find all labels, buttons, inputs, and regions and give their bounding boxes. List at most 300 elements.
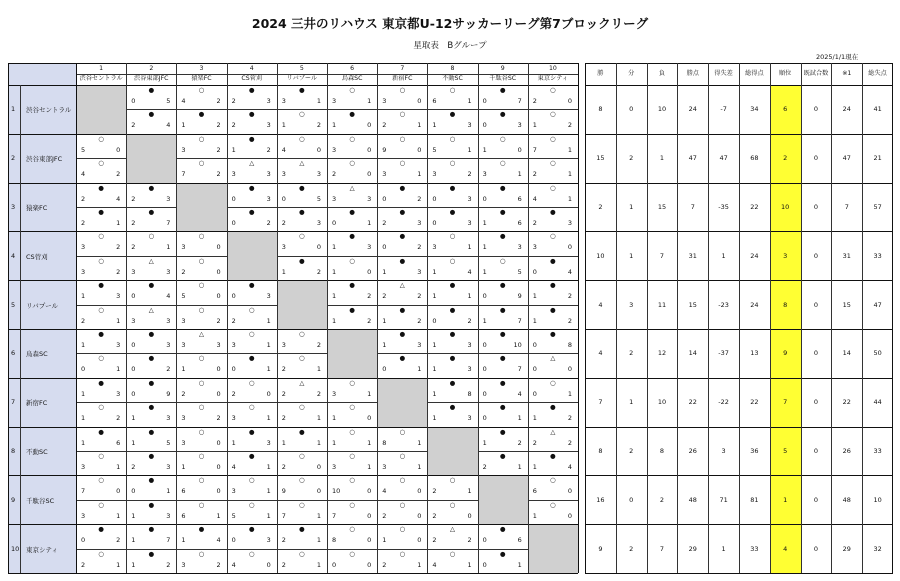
result-mark: ○: [148, 232, 155, 241]
result-mark: ○: [399, 549, 406, 558]
score-for: 3: [432, 243, 437, 252]
result-mark: ○: [449, 256, 456, 265]
stat-value: 0: [629, 495, 634, 504]
score-for: 2: [532, 97, 537, 105]
score-against: 0: [116, 487, 121, 496]
team-index: 1: [11, 105, 16, 114]
score-against: 2: [367, 292, 372, 301]
result-mark: ○: [98, 452, 104, 460]
result-mark: ●: [248, 183, 255, 192]
result-mark: ○: [98, 256, 104, 265]
result-mark: ○: [299, 452, 305, 460]
match-half-divider: [478, 451, 528, 452]
result-mark: ○: [550, 476, 556, 485]
standings-table: [8, 63, 893, 573]
result-mark: ○: [98, 305, 104, 314]
result-mark: ○: [399, 86, 406, 94]
stat-value: 2: [598, 203, 603, 211]
score-for: 1: [432, 365, 437, 374]
stat-col-divider: [585, 63, 586, 573]
score-for: 4: [181, 97, 186, 105]
score-against: 2: [316, 267, 321, 276]
score-for: 6: [532, 487, 537, 496]
result-mark: ●: [148, 500, 155, 509]
score-for: 3: [181, 243, 186, 252]
diagonal-self-cell: [479, 476, 528, 524]
result-mark: ○: [399, 159, 406, 168]
match-half-divider: [277, 207, 327, 208]
score-for: 3: [231, 341, 236, 349]
result-mark: ○: [550, 110, 556, 119]
stat-value: 7: [783, 398, 788, 407]
score-against: 3: [467, 219, 472, 227]
team-name: 渋谷セントラル: [26, 106, 72, 115]
result-mark: ●: [299, 183, 305, 192]
col-number: 7: [400, 65, 405, 72]
result-mark: ●: [399, 183, 406, 192]
score-against: 2: [567, 121, 572, 130]
score-against: 3: [367, 243, 372, 252]
result-mark: ○: [198, 134, 205, 143]
match-col-divider: [176, 63, 177, 573]
match-half-divider: [528, 353, 578, 354]
result-mark: ●: [550, 281, 556, 290]
score-for: 1: [432, 267, 437, 276]
match-col-divider: [528, 63, 529, 573]
result-mark: ○: [98, 134, 104, 143]
diagonal-self-cell: [77, 86, 126, 134]
result-mark: ●: [148, 549, 155, 558]
score-against: 1: [567, 194, 572, 203]
result-mark: ●: [98, 183, 104, 192]
result-mark: ○: [299, 476, 305, 485]
stat-value: 0: [813, 544, 819, 553]
result-mark: ○: [499, 134, 506, 143]
score-for: 0: [231, 194, 236, 203]
score-against: 0: [216, 438, 221, 447]
score-for: 1: [332, 267, 337, 276]
stat-header: 勝点: [686, 70, 699, 77]
score-against: 2: [166, 560, 171, 569]
score-against: 3: [166, 414, 171, 423]
col-team-name: 新宿FC: [392, 75, 413, 82]
result-mark: ●: [499, 110, 506, 119]
result-mark: ●: [499, 183, 506, 192]
stat-value: 2: [629, 544, 634, 553]
stat-value: 7: [598, 398, 603, 407]
col-number: 2: [149, 65, 154, 72]
result-mark: ○: [98, 403, 104, 412]
result-mark: ○: [248, 403, 255, 412]
match-half-divider: [176, 402, 226, 403]
score-for: 0: [81, 536, 86, 545]
stat-value: 2: [783, 154, 788, 163]
score-for: 3: [181, 414, 186, 423]
stat-value: 8: [598, 447, 603, 455]
score-against: 4: [517, 389, 522, 398]
score-for: 2: [382, 292, 387, 301]
score-for: 4: [532, 194, 537, 203]
stat-value: 11: [657, 300, 667, 309]
score-against: 1: [367, 219, 372, 227]
result-mark: ●: [499, 378, 506, 387]
match-half-divider: [277, 549, 327, 550]
team-name: CS菅刈: [26, 252, 48, 261]
match-half-divider: [227, 305, 277, 306]
result-mark: ○: [248, 330, 255, 338]
match-half-divider: [227, 353, 277, 354]
stat-value: 1: [721, 251, 726, 260]
score-against: 3: [467, 414, 472, 423]
result-mark: ●: [299, 427, 305, 436]
result-mark: ●: [248, 354, 255, 363]
stat-value: 5: [783, 447, 788, 455]
score-against: 0: [216, 243, 221, 252]
score-for: 2: [131, 463, 136, 471]
score-against: 7: [166, 219, 171, 227]
score-for: 1: [131, 511, 136, 520]
score-for: 0: [482, 194, 487, 203]
score-for: 0: [231, 219, 236, 227]
match-half-divider: [377, 158, 427, 159]
score-against: 3: [216, 341, 221, 349]
score-against: 3: [567, 219, 572, 227]
match-half-divider: [176, 549, 226, 550]
team-name: 新宿FC: [26, 399, 48, 408]
score-against: 1: [467, 243, 472, 252]
score-against: 1: [367, 463, 372, 471]
stat-value: 10: [781, 203, 790, 211]
match-half-divider: [76, 500, 126, 501]
stat-value: 8: [783, 300, 788, 309]
result-mark: ○: [399, 525, 406, 534]
stat-value: 33: [750, 544, 759, 553]
score-for: 1: [532, 121, 537, 130]
score-for: 2: [281, 389, 286, 398]
result-mark: ○: [98, 500, 104, 509]
result-mark: ●: [449, 330, 456, 338]
score-for: 0: [482, 389, 487, 398]
score-for: 0: [482, 414, 487, 423]
score-against: 1: [316, 511, 321, 520]
result-mark: ●: [148, 330, 155, 338]
score-against: 0: [216, 365, 221, 374]
result-mark: ○: [98, 232, 104, 241]
row-divider: [8, 134, 578, 135]
match-half-divider: [76, 256, 126, 257]
result-mark: ○: [248, 305, 255, 314]
result-mark: ●: [550, 256, 556, 265]
score-against: 1: [517, 170, 522, 179]
stat-value: 22: [750, 398, 759, 407]
score-for: 1: [482, 145, 487, 154]
index-divider: [20, 85, 21, 573]
score-for: 1: [181, 121, 186, 130]
score-for: 2: [131, 219, 136, 227]
diagonal-self-cell: [328, 330, 377, 378]
score-for: 2: [432, 487, 437, 496]
result-mark: △: [299, 159, 305, 168]
score-against: 2: [216, 170, 221, 179]
result-mark: ●: [98, 378, 104, 387]
score-for: 1: [81, 414, 86, 423]
score-against: 0: [417, 487, 422, 496]
score-against: 3: [266, 536, 271, 545]
score-for: 6: [432, 97, 437, 105]
stat-value: -37: [718, 349, 729, 358]
score-for: 2: [231, 389, 236, 398]
result-mark: ●: [148, 281, 155, 290]
table-top-border: [8, 63, 578, 64]
score-against: 0: [417, 97, 422, 105]
score-against: 7: [517, 316, 522, 325]
score-for: 0: [432, 316, 437, 325]
score-for: 7: [532, 145, 537, 154]
score-against: 0: [266, 389, 271, 398]
result-mark: ●: [449, 305, 456, 314]
result-mark: ●: [399, 232, 406, 241]
match-half-divider: [427, 353, 477, 354]
row-divider: [8, 85, 578, 86]
match-half-divider: [227, 207, 277, 208]
score-for: 8: [332, 536, 337, 545]
match-half-divider: [176, 353, 226, 354]
result-mark: ○: [399, 500, 406, 509]
score-against: 3: [316, 219, 321, 227]
score-for: 3: [281, 97, 286, 105]
score-for: 2: [81, 560, 86, 569]
result-mark: ○: [198, 159, 205, 168]
match-half-divider: [327, 402, 377, 403]
score-against: 3: [417, 219, 422, 227]
score-for: 2: [382, 560, 387, 569]
result-mark: ●: [148, 86, 155, 94]
match-half-divider: [126, 402, 176, 403]
score-for: 1: [181, 365, 186, 374]
result-mark: ●: [499, 403, 506, 412]
stat-value: 4: [783, 544, 788, 553]
col-number: 1: [99, 65, 104, 72]
result-mark: ○: [98, 549, 104, 558]
score-for: 1: [382, 536, 387, 545]
match-half-divider: [427, 207, 477, 208]
score-against: 0: [417, 145, 422, 154]
score-for: 0: [432, 194, 437, 203]
match-half-divider: [277, 109, 327, 110]
score-for: 0: [131, 97, 136, 105]
score-against: 1: [266, 463, 271, 471]
score-for: 0: [482, 97, 487, 105]
score-against: 3: [166, 511, 171, 520]
stat-value: 14: [842, 349, 851, 358]
score-for: 0: [332, 560, 337, 569]
team-index: 5: [11, 300, 16, 309]
result-mark: ○: [349, 452, 355, 460]
stat-value: 1: [629, 398, 634, 407]
result-mark: ○: [198, 354, 205, 363]
stat-bottom-border: [585, 573, 893, 574]
score-against: 0: [216, 487, 221, 496]
row-divider: [8, 524, 578, 525]
result-mark: ●: [499, 354, 506, 363]
stat-value: 26: [688, 447, 697, 455]
stat-value: 29: [688, 544, 697, 553]
score-for: 0: [131, 341, 136, 349]
score-for: 6: [181, 487, 186, 496]
diagonal-self-cell: [278, 281, 327, 329]
result-mark: ○: [399, 476, 406, 485]
score-for: 1: [532, 316, 537, 325]
result-mark: ○: [248, 549, 255, 558]
result-mark: ○: [550, 378, 556, 387]
result-mark: ●: [499, 86, 506, 94]
score-for: 2: [281, 536, 286, 545]
score-against: 3: [166, 267, 171, 276]
score-against: 7: [517, 97, 522, 105]
score-against: 1: [316, 536, 321, 545]
result-mark: ○: [349, 403, 355, 412]
match-half-divider: [327, 256, 377, 257]
score-against: 2: [216, 414, 221, 423]
score-for: 3: [332, 389, 337, 398]
score-against: 0: [567, 243, 572, 252]
result-mark: ○: [550, 183, 556, 192]
result-mark: ○: [550, 86, 556, 94]
score-against: 4: [116, 194, 121, 203]
score-for: 1: [281, 438, 286, 447]
result-mark: ○: [399, 110, 406, 119]
name-divider: [76, 63, 77, 573]
stat-value: 48: [688, 495, 697, 504]
match-half-divider: [176, 500, 226, 501]
score-against: 0: [567, 97, 572, 105]
result-mark: △: [349, 183, 355, 192]
result-mark: ○: [399, 134, 406, 143]
match-half-divider: [327, 451, 377, 452]
stat-header: 得失差: [714, 70, 733, 77]
score-against: 1: [417, 170, 422, 179]
score-for: 2: [382, 121, 387, 130]
stat-value: 3: [721, 447, 726, 455]
score-against: 1: [116, 219, 121, 227]
col-team-name: 千駄谷SC: [489, 75, 517, 82]
result-mark: ●: [299, 256, 305, 265]
stat-value: 16: [596, 495, 605, 504]
stat-value: 10: [657, 398, 667, 407]
score-against: 1: [166, 487, 171, 496]
score-for: 7: [332, 511, 337, 520]
score-for: 1: [482, 243, 487, 252]
match-half-divider: [478, 207, 528, 208]
match-half-divider: [327, 305, 377, 306]
page-title: 2024 三井のリハウス 東京都U-12サッカーリーグ第7ブロックリーグ: [251, 16, 649, 31]
score-for: 0: [382, 365, 387, 374]
team-name: 猿楽FC: [26, 204, 48, 212]
row-divider: [8, 231, 578, 232]
match-col-divider: [478, 63, 479, 573]
team-index: 8: [11, 447, 16, 455]
score-against: 1: [367, 438, 372, 447]
result-mark: ○: [299, 549, 305, 558]
score-against: 0: [316, 463, 321, 471]
result-mark: ○: [198, 281, 205, 290]
result-mark: ●: [449, 281, 456, 290]
score-against: 1: [517, 560, 522, 569]
result-mark: ●: [148, 452, 155, 460]
score-for: 3: [532, 243, 537, 252]
stat-value: 1: [721, 544, 726, 553]
stat-value: 24: [750, 300, 759, 309]
score-for: 7: [181, 170, 186, 179]
result-mark: ●: [148, 378, 155, 387]
score-against: 0: [367, 487, 372, 496]
match-half-divider: [277, 451, 327, 452]
score-against: 1: [467, 145, 472, 154]
result-mark: ●: [148, 525, 155, 534]
diagonal-self-cell: [529, 525, 578, 573]
score-against: 3: [166, 463, 171, 471]
score-for: 2: [432, 511, 437, 520]
score-for: 2: [382, 219, 387, 227]
score-for: 2: [181, 267, 186, 276]
score-for: 2: [81, 219, 86, 227]
score-against: 1: [116, 316, 121, 325]
stat-header: 勝: [597, 70, 604, 77]
result-mark: ○: [550, 134, 556, 143]
stat-value: 4: [598, 349, 603, 358]
score-for: 1: [281, 267, 286, 276]
result-mark: ●: [550, 208, 556, 216]
match-half-divider: [227, 158, 277, 159]
match-half-divider: [76, 305, 126, 306]
score-against: 2: [316, 341, 321, 349]
result-mark: ●: [499, 427, 506, 436]
match-half-divider: [277, 256, 327, 257]
score-against: 0: [417, 536, 422, 545]
score-for: 4: [382, 487, 387, 496]
score-against: 2: [216, 560, 221, 569]
stat-header: 既試合数: [803, 70, 829, 77]
score-against: 2: [116, 243, 121, 252]
score-against: 6: [116, 438, 121, 447]
score-against: 3: [266, 121, 271, 130]
score-for: 5: [432, 145, 437, 154]
result-mark: ○: [449, 134, 456, 143]
score-against: 8: [467, 389, 472, 398]
result-mark: ○: [499, 256, 506, 265]
result-mark: ○: [98, 159, 104, 168]
score-for: 1: [81, 292, 86, 301]
score-for: 1: [432, 292, 437, 301]
result-mark: ○: [499, 159, 506, 168]
score-against: 3: [266, 97, 271, 105]
stat-header: 負: [658, 70, 666, 77]
match-half-divider: [528, 158, 578, 159]
score-for: 3: [332, 97, 337, 105]
stat-value: 6: [783, 105, 788, 114]
stat-value: 71: [719, 495, 728, 504]
result-mark: ●: [499, 330, 506, 338]
col-number: 4: [249, 65, 254, 72]
score-for: 1: [532, 511, 537, 520]
result-mark: ○: [550, 159, 556, 168]
score-against: 1: [417, 365, 422, 374]
match-half-divider: [377, 451, 427, 452]
result-mark: ●: [248, 452, 255, 460]
row-divider: [8, 280, 578, 281]
score-for: 1: [131, 560, 136, 569]
result-mark: △: [299, 378, 305, 387]
